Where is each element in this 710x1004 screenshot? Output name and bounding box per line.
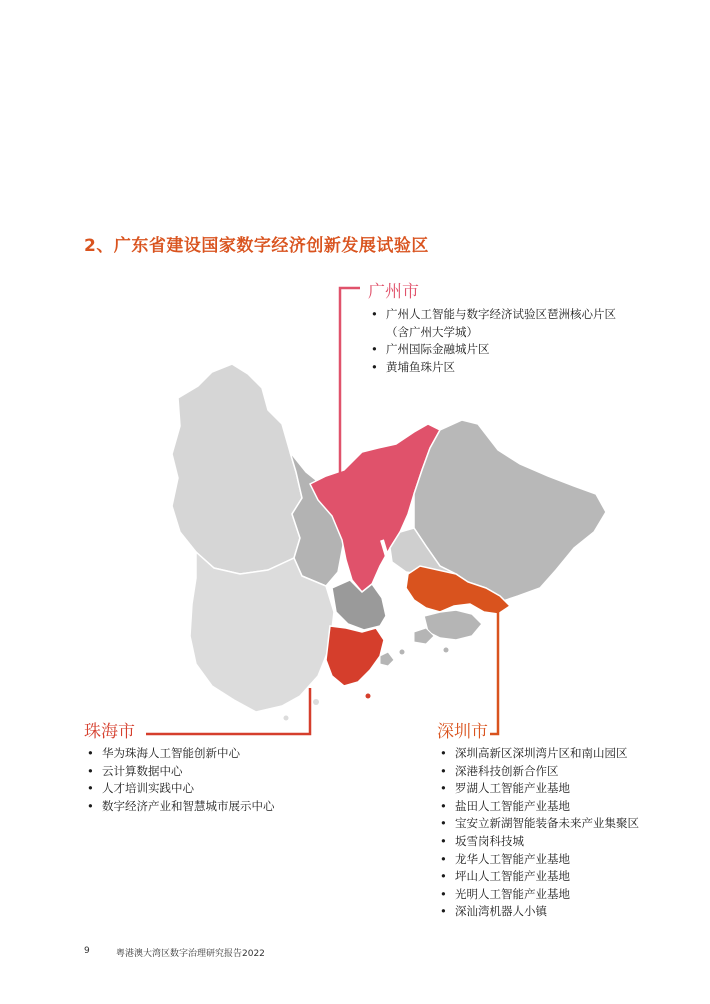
island	[444, 648, 449, 653]
list-item: • 盐田人工智能产业基地	[437, 798, 639, 816]
guangzhou-block	[368, 282, 616, 376]
list-item: • 光明人工智能产业基地	[437, 886, 639, 904]
island	[400, 650, 405, 655]
island	[284, 716, 289, 721]
list-item: • 华为珠海人工智能创新中心	[84, 745, 275, 763]
zhuhai-title: 珠海市	[84, 722, 135, 742]
shenzhen-list	[437, 745, 639, 921]
report-title: 粤港澳大湾区数字治理研究报告2022	[116, 949, 265, 959]
zhuhai-block	[84, 722, 275, 815]
list-item: • 罗湖人工智能产业基地	[437, 780, 639, 798]
shenzhen-block	[437, 722, 639, 921]
leader-line-guangzhou	[340, 288, 360, 476]
list-item: • 人才培训实践中心	[84, 780, 275, 798]
leader-line-shenzhen	[490, 612, 498, 734]
region-zhuhai	[326, 626, 384, 686]
list-item: • 坂雪岗科技城	[437, 833, 639, 851]
guangzhou-list	[368, 306, 616, 376]
island	[366, 694, 371, 699]
shenzhen-title: 深圳市	[437, 722, 488, 742]
guangzhou-title: 广州市	[368, 282, 419, 302]
region-macau	[380, 652, 394, 666]
list-item: • 深港科技创新合作区	[437, 763, 639, 781]
list-item-continuation	[368, 324, 616, 342]
region-zhaoqing	[172, 364, 302, 574]
list-item: • 深汕湾机器人小镇	[437, 903, 639, 921]
zhuhai-list	[84, 745, 275, 815]
island	[313, 699, 319, 705]
list-item: • 广州人工智能与数字经济试验区琶洲核心片区	[368, 306, 616, 324]
list-item: • 龙华人工智能产业基地	[437, 851, 639, 869]
list-item: • 云计算数据中心	[84, 763, 275, 781]
section-title: 2、广东省建设国家数字经济创新发展试验区	[84, 236, 429, 256]
list-item: • 黄埔鱼珠片区	[368, 359, 616, 377]
list-item: • 深圳高新区深圳湾片区和南山园区	[437, 745, 639, 763]
list-item: • 宝安立新湖智能装备未来产业集聚区	[437, 815, 639, 833]
list-item: • 数字经济产业和智慧城市展示中心	[84, 798, 275, 816]
list-item: • 坪山人工智能产业基地	[437, 868, 639, 886]
list-item: • 广州国际金融城片区	[368, 341, 616, 359]
page-number: 9	[84, 946, 90, 956]
list-item-text: （含广州大学城）	[386, 324, 478, 339]
